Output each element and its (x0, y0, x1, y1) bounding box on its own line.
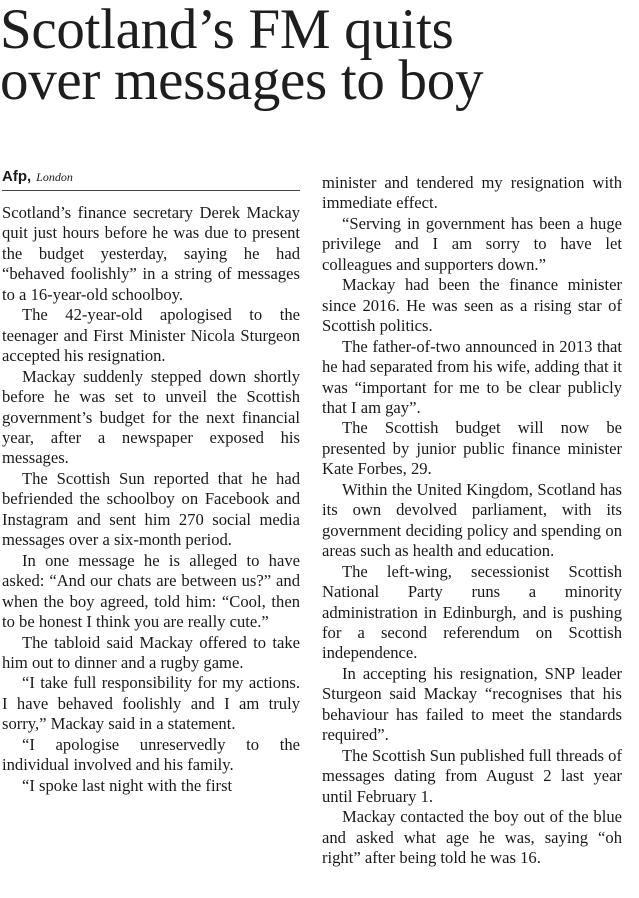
byline: Afp, London (2, 168, 300, 191)
headline-line-2: over messages to boy (0, 49, 484, 112)
paragraph: Mackay contacted the boy out of the blue and asked what age he was, saying “oh right” after being told he was 16. (322, 807, 622, 867)
paragraph: The father-of-two announced in 2013 that he had separated from his wife, adding that it was “important for me to be clear publicly that I am gay”. (322, 336, 622, 417)
paragraph: “I spoke last night with the first (22, 775, 233, 795)
paragraph: Scotland’s finance secretary Derek Mackay quit just hours before he was due to present the budget yesterday, saying he had “behaved foolishly” in a string of messages to a 16-year-old schoolboy. (2, 203, 300, 304)
paragraph: The tabloid said Mackay offered to take him out to dinner and a rugby game. (2, 632, 300, 672)
paragraph: “I take full responsibility for my actions. I have behaved foolishly and I am truly sorry,” Mackay said in a statement. (2, 673, 300, 734)
paragraph: Mackay suddenly stepped down shortly before he was set to unveil the Scottish government’s budget for the next financial year, after a newspaper exposed his messages. (2, 366, 300, 468)
paragraph: The Scottish budget will now be presented by junior public finance minister Kate Forbes, 29. (322, 418, 622, 479)
paragraph: The 42-year-old apologised to the teenager and First Minister Nicola Sturgeon accepted his resignation. (2, 305, 300, 366)
paragraph: “Serving in government has been a huge privilege and I am sorry to have let colleagues and supporters down.” (322, 213, 622, 274)
paragraph-continuation: minister and tendered my resignation with immediate effect. (322, 173, 622, 213)
right-column (322, 173, 622, 868)
paragraph: The left-wing, secessionist Scottish National Party runs a minority administration in Edinburgh, and is pushing for a second referendum on Scottish independence. (322, 561, 622, 663)
headline (0, 0, 639, 112)
paragraph: In accepting his resignation, SNP leader Sturgeon said Mackay “recognises that his behaviour has failed to meet the standards required”. (322, 663, 622, 745)
paragraph: The Scottish Sun reported that he had befriended the schoolboy on Facebook and Instagram and sent him 270 social media messages over a six-month period. (2, 468, 300, 550)
paragraph: The Scottish Sun published full threads of messages dating from August 2 last year until February 1. (322, 745, 622, 806)
agency-credit: Afp (2, 168, 27, 185)
paragraph: Within the United Kingdom, Scotland has its own devolved parliament, with its government deciding policy and spending on areas such as health and education. (322, 479, 622, 561)
dateline: London (36, 170, 73, 184)
left-column (2, 203, 300, 796)
paragraph: Mackay had been the finance minister since 2016. He was seen as a rising star of Scottish politics. (322, 275, 622, 336)
paragraph: “I apologise unreservedly to the individual involved and his family. (2, 734, 300, 775)
headline-line-1: Scotland’s FM quits (0, 0, 454, 61)
paragraph: In one message he is alleged to have asked: “And our chats are between us?” and when the boy agreed, told him: “Cool, then to be honest I think you are really cute.” (2, 550, 300, 632)
